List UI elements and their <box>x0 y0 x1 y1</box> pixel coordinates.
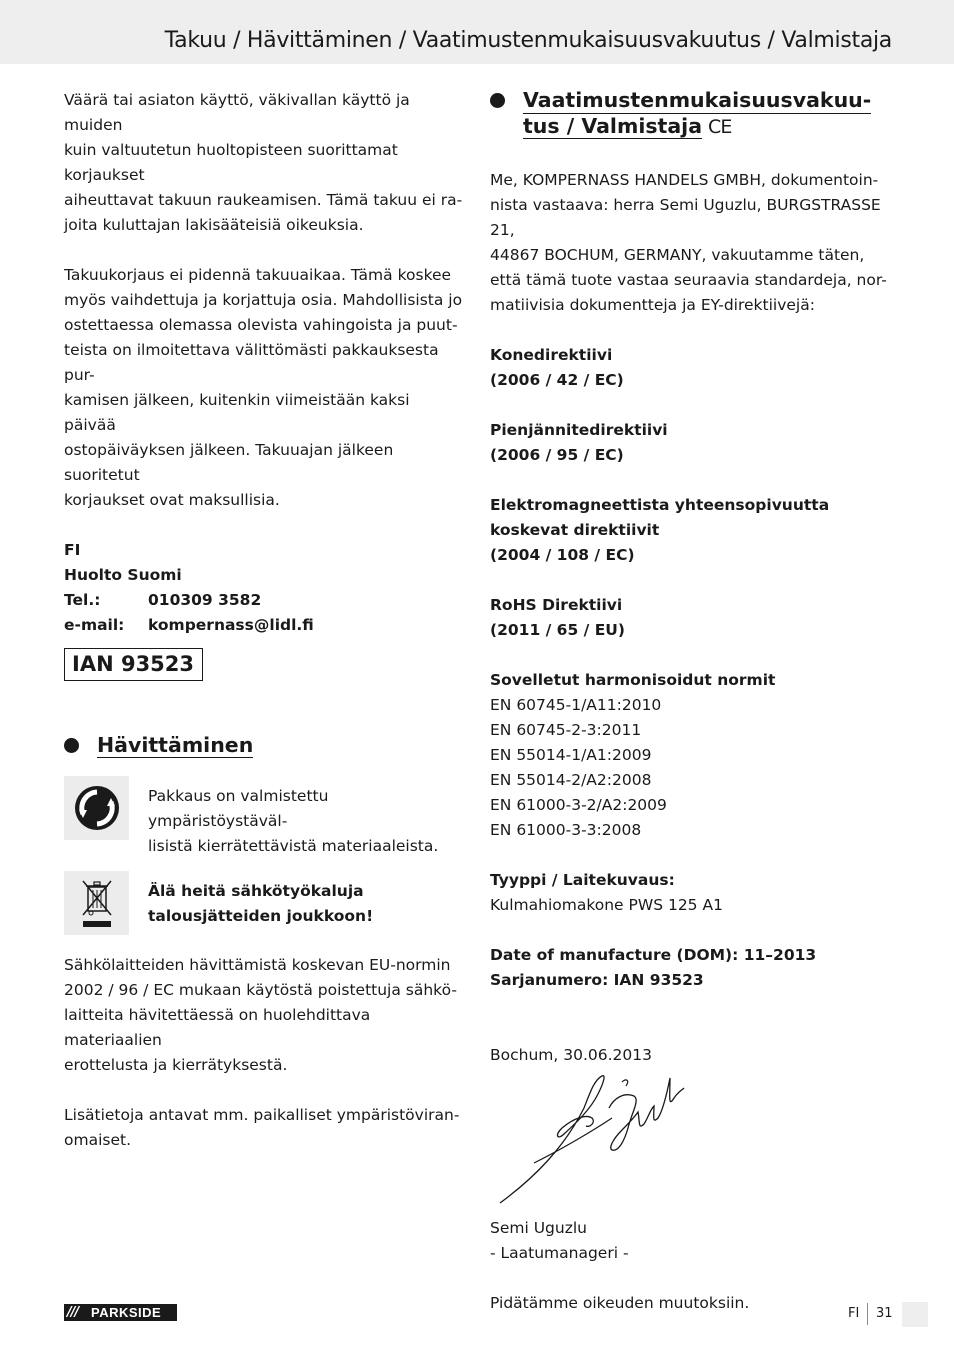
directive-rohs <box>490 593 890 643</box>
tel-value: 010309 3582 <box>148 591 262 609</box>
signer-title: - Laatumanageri - <box>490 1244 629 1262</box>
text-line: Lisätietoja antavat mm. paikalliset ympäristöviran- <box>64 1106 460 1124</box>
text-line: 44867 BOCHUM, GERMANY, vakuutamme täten, <box>490 246 865 264</box>
text-line: (2004 / 108 / EC) <box>490 546 635 564</box>
ian-number-box: IAN 93523 <box>64 648 203 681</box>
text-line: joita kuluttajan lakisääteisiä oikeuksia. <box>64 216 364 234</box>
text-line: laitteita hävitettäessä on huolehdittava materiaalien <box>64 1006 371 1049</box>
declaration-intro <box>490 168 890 318</box>
harmonised-norms <box>490 668 890 843</box>
warranty-paragraph-2 <box>64 263 464 513</box>
weee-paragraph <box>64 953 464 1078</box>
reservation-note: Pidätämme oikeuden muutoksiin. <box>490 1294 750 1312</box>
contact-email-row <box>64 613 464 638</box>
disposal-heading <box>64 733 464 758</box>
text-line: erottelusta ja kierrätyksestä. <box>64 1056 288 1074</box>
signer-name: Semi Uguzlu <box>490 1219 587 1237</box>
norm-item: EN 61000-3-3:2008 <box>490 821 642 839</box>
type-value: Kulmahiomakone PWS 125 A1 <box>490 896 723 914</box>
directive-emc <box>490 493 890 568</box>
serial-number: Sarjanumero: IAN 93523 <box>490 971 704 989</box>
page-tab-marker <box>902 1302 928 1327</box>
contact-country: FI <box>64 541 81 559</box>
footer-divider <box>867 1303 868 1325</box>
tel-label: Tel.: <box>64 591 101 609</box>
text-line: Takuukorjaus ei pidennä takuuaikaa. Tämä koskee <box>64 266 452 284</box>
text-line: lisistä kierrätettävistä materiaaleista. <box>148 837 439 855</box>
conformity-heading-line-1: Vaatimustenmukaisuusvakuu- <box>523 88 872 112</box>
text-line: Elektromagneettista yhteensopivuutta <box>490 496 830 514</box>
packaging-text <box>148 776 464 859</box>
text-line: teista on ilmoitettava välittömästi pakkauksesta pur- <box>64 341 439 384</box>
disposal-heading-text: Hävittäminen <box>97 733 254 757</box>
text-line: aiheuttavat takuun raukeamisen. Tämä takuu ei ra- <box>64 191 463 209</box>
text-line: Pienjännitedirektiivi <box>490 421 668 439</box>
text-line: koskevat direktiivit <box>490 521 660 539</box>
text-line: omaiset. <box>64 1131 132 1149</box>
text-line: (2011 / 65 / EU) <box>490 621 625 639</box>
page-number: 31 <box>876 1306 893 1321</box>
crossed-bin-icon <box>64 871 129 935</box>
logo-text: PARKSIDE <box>91 1305 162 1320</box>
packaging-note <box>64 776 464 859</box>
footer-language: FI <box>848 1306 860 1321</box>
text-line: Älä heitä sähkötyökaluja <box>148 882 364 900</box>
text-line: (2006 / 42 / EC) <box>490 371 624 389</box>
text-line: nista vastaava: herra Semi Uguzlu, BURGSTRASSE 21, <box>490 196 881 239</box>
text-line: myös vaihdettuja ja korjattuja osia. Mahdollisista jo <box>64 291 463 309</box>
norm-item: EN 55014-1/A1:2009 <box>490 746 652 764</box>
text-line: Väärä tai asiaton käyttö, väkivallan käyttö ja muiden <box>64 91 410 134</box>
contact-tel-row <box>64 588 464 613</box>
place-date: Bochum, 30.06.2013 <box>490 1046 652 1064</box>
email-value: kompernass@lidl.fi <box>148 616 314 634</box>
service-contact <box>64 538 464 638</box>
recycling-icon <box>64 776 129 840</box>
date-of-manufacture: Date of manufacture (DOM): 11–2013 <box>490 946 817 964</box>
authorities-paragraph <box>64 1103 464 1153</box>
directive-machinery <box>490 343 890 393</box>
text-line: Me, KOMPERNASS HANDELS GMBH, dokumentoin- <box>490 171 879 189</box>
signature-image <box>494 1068 694 1208</box>
text-line: Sähkölaitteiden hävittämistä koskevan EU-normin <box>64 956 451 974</box>
norm-item: EN 60745-2-3:2011 <box>490 721 642 739</box>
text-line: (2006 / 95 / EC) <box>490 446 624 464</box>
text-line: että tämä tuote vastaa seuraavia standardeja, nor- <box>490 271 887 289</box>
text-line: 2002 / 96 / EC mukaan käytöstä poistettuja sähkö- <box>64 981 457 999</box>
manufacture-info <box>490 943 890 993</box>
ce-mark-icon: CE <box>708 116 732 138</box>
text-line: korjaukset ovat maksullisia. <box>64 491 280 509</box>
type-label: Tyyppi / Laitekuvaus: <box>490 871 675 889</box>
text-line: ostopäiväyksen jälkeen. Takuuajan jälkeen suoritetut <box>64 441 394 484</box>
text-line: kamisen jälkeen, kuitenkin viimeistään kaksi päivää <box>64 391 410 434</box>
left-column <box>64 88 464 1178</box>
parkside-logo <box>64 1304 177 1321</box>
text-line: matiivisia dokumentteja ja EY-direktiivejä: <box>490 296 815 314</box>
text-line: talousjätteiden joukkoon! <box>148 907 374 925</box>
text-line: Konedirektiivi <box>490 346 613 364</box>
page-title: Takuu / Hävittäminen / Vaatimustenmukaisuusvakuutus / Valmistaja <box>164 28 892 53</box>
email-label: e-mail: <box>64 616 125 634</box>
conformity-heading-line-2: tus / Valmistaja <box>523 114 703 138</box>
warranty-paragraph-1 <box>64 88 464 238</box>
text-line: RoHS Direktiivi <box>490 596 623 614</box>
weee-text <box>148 871 373 929</box>
weee-note <box>64 871 464 935</box>
directive-low-voltage <box>490 418 890 468</box>
norm-item: EN 55014-2/A2:2008 <box>490 771 652 789</box>
norm-item: EN 61000-3-2/A2:2009 <box>490 796 667 814</box>
text-line: Pakkaus on valmistettu ympäristöystäväl- <box>148 787 329 830</box>
conformity-heading <box>490 88 890 140</box>
right-column <box>490 88 890 1316</box>
logo-stripes: /// <box>67 1305 79 1320</box>
product-type <box>490 868 890 918</box>
text-line: ostettaessa olemassa olevista vahingoista ja puut- <box>64 316 458 334</box>
bullet-icon <box>64 738 79 753</box>
norms-heading: Sovelletut harmonisoidut normit <box>490 671 776 689</box>
norm-item: EN 60745-1/A11:2010 <box>490 696 662 714</box>
contact-service-name: Huolto Suomi <box>64 566 182 584</box>
bullet-icon <box>490 93 505 108</box>
page-header <box>0 0 954 64</box>
text-line: kuin valtuutetun huoltopisteen suorittamat korjaukset <box>64 141 398 184</box>
